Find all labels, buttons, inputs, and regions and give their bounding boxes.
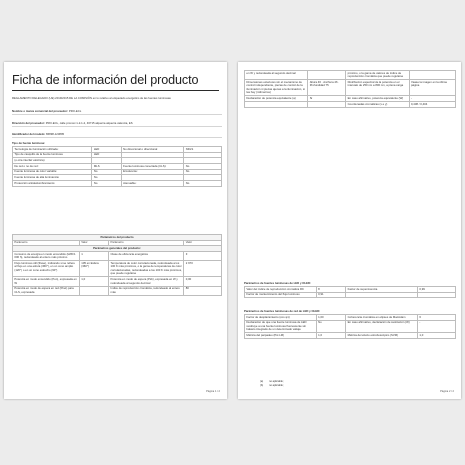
param-value-cell: 1,0: [418, 333, 456, 339]
param-label-cell: Fuente luminosa de color variable:: [13, 169, 92, 175]
param-label-cell: Potencia en modo encendido (Pon), expresada en W: [13, 277, 80, 286]
param-value-cell: No: [92, 175, 121, 181]
supplier-value: PRO-ECL: [68, 109, 82, 113]
param-label-cell: Factor de desplazamiento (cos φ1): [245, 315, 317, 321]
param-value-cell: MLS: [92, 164, 121, 170]
param-label-cell: Factor de mantenimiento del flujo luminoso: [245, 292, 317, 298]
param-value-cell: 0,00: [184, 277, 222, 286]
param-value-cell: 1,00: [316, 315, 346, 321]
param-value-cell: 0,99: [418, 287, 456, 293]
param-value-cell: [409, 71, 455, 80]
document-title: Ficha de información del producto: [12, 73, 199, 87]
params-header-cell: Parámetro: [109, 240, 184, 246]
table-row: [245, 102, 456, 108]
param-value-cell: LED: [92, 152, 121, 158]
param-label-cell: Métrica del efecto estroboscópico (SVM): [346, 333, 418, 339]
param-value-cell: 105 en Esfera (360°): [79, 261, 108, 277]
param-label-cell: en W y redondeada al segundo decimal: [245, 71, 308, 80]
param-label-cell: Dimensiones exteriores sin el mecanismo de control independiente, piezas de control de la iluminación ni piezas ajenas a la iluminación, si las hay (milímetros): [245, 80, 308, 96]
footnote-mark: (a): [260, 380, 264, 383]
document-page-1: [4, 62, 227, 399]
param-value-cell: No: [184, 164, 222, 170]
fuente-type-table: [12, 146, 222, 187]
param-value-cell: No: [316, 320, 346, 333]
param-value-cell: [418, 292, 456, 298]
footnote-text: no aplicable;: [269, 380, 284, 383]
param-value-cell: -: [409, 96, 455, 102]
param-label-cell: Potencia en modo de espera en red (Pnet) para CLS, expresada: [13, 286, 80, 295]
param-value-cell: 1,0: [79, 277, 108, 286]
param-label-cell: Consumo de energía en modo encendido (kWh/1 000 h), redondeado al entero más próximo: [13, 252, 80, 261]
param-label-cell: [245, 102, 308, 108]
param-value-cell: 0,91: [316, 292, 346, 298]
address-value: PRO-ECL, calle pronovi 1-2-1-2, 46715 alquería alquería valencia, ES: [45, 121, 133, 125]
param-value-cell: 1: [79, 252, 108, 261]
param-value-cell: No: [184, 181, 222, 187]
param-label-cell: Potencia en modo de espera (Psb), expresada en W y redondeada al segundo decimal: [109, 277, 184, 286]
param-label-cell: No direccional o direccional: [121, 147, 184, 153]
param-label-cell: Tipo de casquillo de la fuente luminosa: [13, 152, 92, 158]
footnote-mark: (b): [260, 384, 264, 387]
param-label-cell: Envolvente:: [121, 169, 184, 175]
param-value-cell: Altura 46 · Anchura 46 · Profundidad 75: [308, 80, 346, 96]
params-header-cell: Valor: [79, 240, 108, 246]
address-label: Dirección del proveedor:: [12, 121, 45, 125]
param-value-cell: 8: [316, 287, 346, 293]
param-label-cell: Protección antideslumbramiento:: [13, 181, 92, 187]
table-row: [13, 277, 222, 286]
param-value-cell: Véase la imagen en la última página: [409, 80, 455, 96]
led-mains-params-table: [244, 314, 456, 339]
param-value-cell: 0,438 / 0,404: [409, 102, 455, 108]
param-value-cell: LED: [92, 147, 121, 153]
param-label-cell: En caso afirmativo, declaración de sustitución (W): [346, 320, 418, 333]
param-label-cell: Coordenadas cromáticas (x e y): [346, 102, 409, 108]
params-section-title: Parámetros del producto: [13, 235, 222, 241]
page-number: Página 2 / 2: [440, 390, 454, 393]
param-label-cell: Temperatura de color correlacionada, redondeada a los 100 K más próximos, o la gama de temperaturas de color correlacionadas, redondeadas a los 100 K más próximos, que puede regularse: [110, 260, 182, 276]
table-row: [245, 320, 456, 333]
param-label-cell: Declaración de potencia equivalente (a): [245, 96, 308, 102]
param-value-cell: F: [184, 252, 222, 261]
table-row: [13, 181, 222, 187]
supplier-label: Nombre o marca comercial del proveedor:: [12, 109, 69, 113]
param-value-cell: [308, 71, 346, 80]
fuente-type-heading: Tipo de fuente luminosa:: [12, 141, 46, 145]
table-row: [13, 286, 222, 295]
model-label: Identificador del modelo:: [12, 132, 46, 136]
param-label-cell: Atenuable:: [121, 181, 184, 187]
model-value: 86898-123895: [46, 132, 65, 136]
led-params-table: [244, 286, 456, 298]
supplier-row: [12, 109, 222, 115]
param-label-cell: [346, 292, 418, 298]
param-value-cell: -: [418, 320, 456, 333]
param-label-cell: Tecnología de iluminación utilizada:: [13, 147, 92, 153]
param-label-cell: Declaración de que una fuente luminosa de LED sustituye a una fuente luminosa fluorescente sin balasto integrado de un determinado vatiaje: [245, 320, 317, 333]
param-value-cell: Sí: [308, 96, 346, 102]
param-label-cell: De red o no de red:: [13, 164, 92, 170]
general-section-title: Parámetros generales del producto:: [13, 246, 222, 252]
table-row: [245, 80, 456, 96]
param-value-cell: No: [92, 181, 121, 187]
param-label-cell: Fuente luminosa conectada (CLS):: [121, 164, 184, 170]
address-row: [12, 121, 222, 127]
param-label-cell: próximo, o la gama de valores de índice de reproducción cromática que puede regularse: [346, 71, 409, 80]
param-label-cell: Valor del índice de reproducción cromática R9: [245, 287, 317, 293]
param-value-cell: 80: [184, 286, 222, 295]
param-value-cell: 1,0: [316, 333, 346, 339]
param-label-cell: Factor de supervivencia: [346, 287, 418, 293]
footnotes: [260, 380, 284, 388]
led-mains-params-heading: Parámetros de fuentes luminosas de red de LED y OLED:: [244, 309, 321, 313]
table-row: [13, 261, 222, 277]
param-label-cell: Índice de reproducción cromática, redondeado al entero más: [109, 286, 184, 295]
title-divider: [12, 90, 219, 91]
params-header-cell: Parámetro: [13, 240, 80, 246]
model-row: [12, 132, 222, 138]
regulation-intro: REGLAMENTO DELEGADO (UE) 2019/2015 DE LA COMISIÓN en lo relativo al etiquetado energético de las fuentes luminosas: [12, 96, 171, 100]
table-row: [245, 292, 456, 298]
param-label-cell: En caso afirmativo, potencia equivalente (W): [346, 96, 409, 102]
footnote: [260, 384, 284, 388]
led-params-heading: Parámetros de fuentes luminosas de LED y OLED:: [244, 281, 311, 285]
param-value-cell: [308, 102, 346, 108]
param-value-cell: 6: [418, 315, 456, 321]
param-value-cell: 2 970: [184, 261, 222, 277]
document-page-2: [238, 62, 461, 399]
param-label-cell: Coherencia cromática en elipses de MacAdam: [346, 315, 418, 321]
param-label-cell: Fuente luminosa de alta luminancia:: [13, 175, 92, 181]
table-row: [245, 71, 456, 80]
param-label-cell: Distribución espectral de la potencia en el intervalo de 250 nm a 800 nm, a plena carga: [346, 80, 409, 96]
param-value-cell: No: [92, 169, 121, 175]
param-value-cell: No: [184, 169, 222, 175]
footnote-text: no aplicable;: [269, 384, 284, 387]
table-row: [245, 333, 456, 339]
param-label-cell: Flujo luminoso útil (Φuse), indicando si se refiere al flujo en una esfera (360°), en un cono amplio (120°) o en un cono estrecho (90°): [13, 261, 80, 277]
product-params-continued-table: [244, 70, 456, 108]
params-header-cell: Valor: [184, 240, 222, 246]
page-number: Página 1 / 2: [206, 390, 220, 393]
param-label-cell: Métrica del parpadeo (Pst LM): [245, 333, 317, 339]
param-label-cell: Clase de eficiencia energética: [109, 252, 184, 261]
param-value-cell: NDLS: [184, 147, 222, 153]
product-params-table: [12, 234, 222, 296]
param-label-cell: (o otra interfaz eléctrica): [13, 158, 92, 164]
table-row: [13, 252, 222, 261]
param-value-cell: [79, 286, 108, 295]
